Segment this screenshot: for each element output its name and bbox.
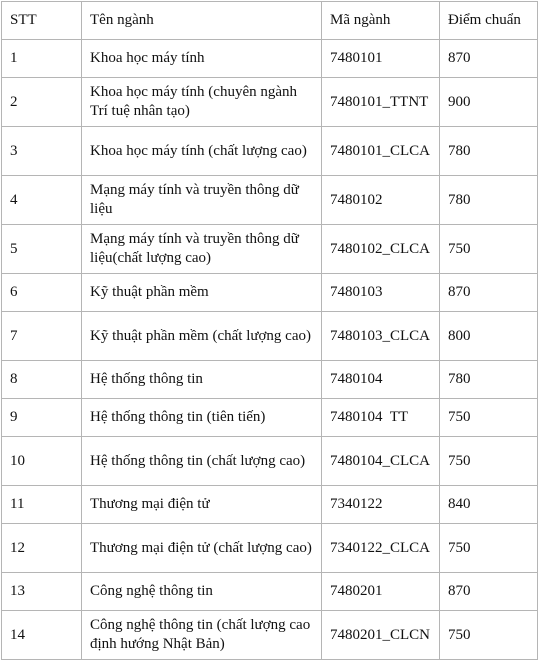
table-row	[2, 437, 538, 486]
cell-stt: 12	[2, 524, 82, 573]
cell-score: 900	[440, 78, 538, 127]
cell-major-code: 7480104	[322, 361, 440, 399]
cell-major-name: Hệ thống thông tin (chất lượng cao)	[82, 437, 322, 486]
cell-stt: 5	[2, 225, 82, 274]
table-row	[2, 225, 538, 274]
cell-major-code: 7480102	[322, 176, 440, 225]
cell-stt: 1	[2, 40, 82, 78]
cell-score: 870	[440, 573, 538, 611]
cell-major-name: Khoa học máy tính (chuyên ngành Trí tuệ nhân tạo)	[82, 78, 322, 127]
cell-score: 780	[440, 176, 538, 225]
cell-stt: 14	[2, 611, 82, 660]
table-header-row	[2, 2, 538, 40]
table-row	[2, 611, 538, 660]
cell-major-name: Khoa học máy tính (chất lượng cao)	[82, 127, 322, 176]
cell-major-code: 7480104 TT	[322, 399, 440, 437]
cell-major-code: 7480201	[322, 573, 440, 611]
header-major-code: Mã ngành	[322, 2, 440, 40]
table-row	[2, 312, 538, 361]
cell-major-code: 7480104_CLCA	[322, 437, 440, 486]
table-row	[2, 361, 538, 399]
cell-major-code: 7340122_CLCA	[322, 524, 440, 573]
cell-major-code: 7480103	[322, 274, 440, 312]
cell-major-name: Kỹ thuật phần mềm (chất lượng cao)	[82, 312, 322, 361]
cell-score: 840	[440, 486, 538, 524]
table-row	[2, 40, 538, 78]
cell-stt: 9	[2, 399, 82, 437]
cell-major-name: Mạng máy tính và truyền thông dữ liệu	[82, 176, 322, 225]
cell-major-name: Công nghệ thông tin (chất lượng cao định hướng Nhật Bản)	[82, 611, 322, 660]
cell-score: 750	[440, 524, 538, 573]
cell-stt: 7	[2, 312, 82, 361]
table-row	[2, 78, 538, 127]
cell-major-name: Thương mại điện tử (chất lượng cao)	[82, 524, 322, 573]
header-major-name: Tên ngành	[82, 2, 322, 40]
cell-score: 750	[440, 437, 538, 486]
table-row	[2, 176, 538, 225]
cell-major-code: 7340122	[322, 486, 440, 524]
cell-major-code: 7480101	[322, 40, 440, 78]
cell-stt: 11	[2, 486, 82, 524]
table-row	[2, 524, 538, 573]
cell-stt: 13	[2, 573, 82, 611]
cell-score: 750	[440, 611, 538, 660]
cell-major-code: 7480101_TTNT	[322, 78, 440, 127]
cell-score: 870	[440, 274, 538, 312]
cell-major-code: 7480102_CLCA	[322, 225, 440, 274]
cell-major-name: Hệ thống thông tin	[82, 361, 322, 399]
cell-major-name: Công nghệ thông tin	[82, 573, 322, 611]
cell-major-code: 7480101_CLCA	[322, 127, 440, 176]
table-row	[2, 399, 538, 437]
cell-major-name: Khoa học máy tính	[82, 40, 322, 78]
header-benchmark-score: Điểm chuẩn	[440, 2, 538, 40]
table-row	[2, 486, 538, 524]
cell-major-name: Kỹ thuật phần mềm	[82, 274, 322, 312]
table-row	[2, 274, 538, 312]
cell-major-name: Hệ thống thông tin (tiên tiến)	[82, 399, 322, 437]
cell-stt: 6	[2, 274, 82, 312]
admission-scores-table	[1, 1, 538, 660]
cell-stt: 10	[2, 437, 82, 486]
cell-stt: 3	[2, 127, 82, 176]
cell-major-name: Thương mại điện tử	[82, 486, 322, 524]
cell-major-code: 7480103_CLCA	[322, 312, 440, 361]
cell-stt: 8	[2, 361, 82, 399]
cell-score: 750	[440, 399, 538, 437]
cell-score: 870	[440, 40, 538, 78]
table-row	[2, 573, 538, 611]
cell-stt: 4	[2, 176, 82, 225]
cell-major-code: 7480201_CLCN	[322, 611, 440, 660]
table-row	[2, 127, 538, 176]
cell-score: 780	[440, 361, 538, 399]
cell-major-name: Mạng máy tính và truyền thông dữ liệu(chất lượng cao)	[82, 225, 322, 274]
cell-score: 800	[440, 312, 538, 361]
cell-score: 750	[440, 225, 538, 274]
cell-stt: 2	[2, 78, 82, 127]
cell-score: 780	[440, 127, 538, 176]
header-stt: STT	[2, 2, 82, 40]
